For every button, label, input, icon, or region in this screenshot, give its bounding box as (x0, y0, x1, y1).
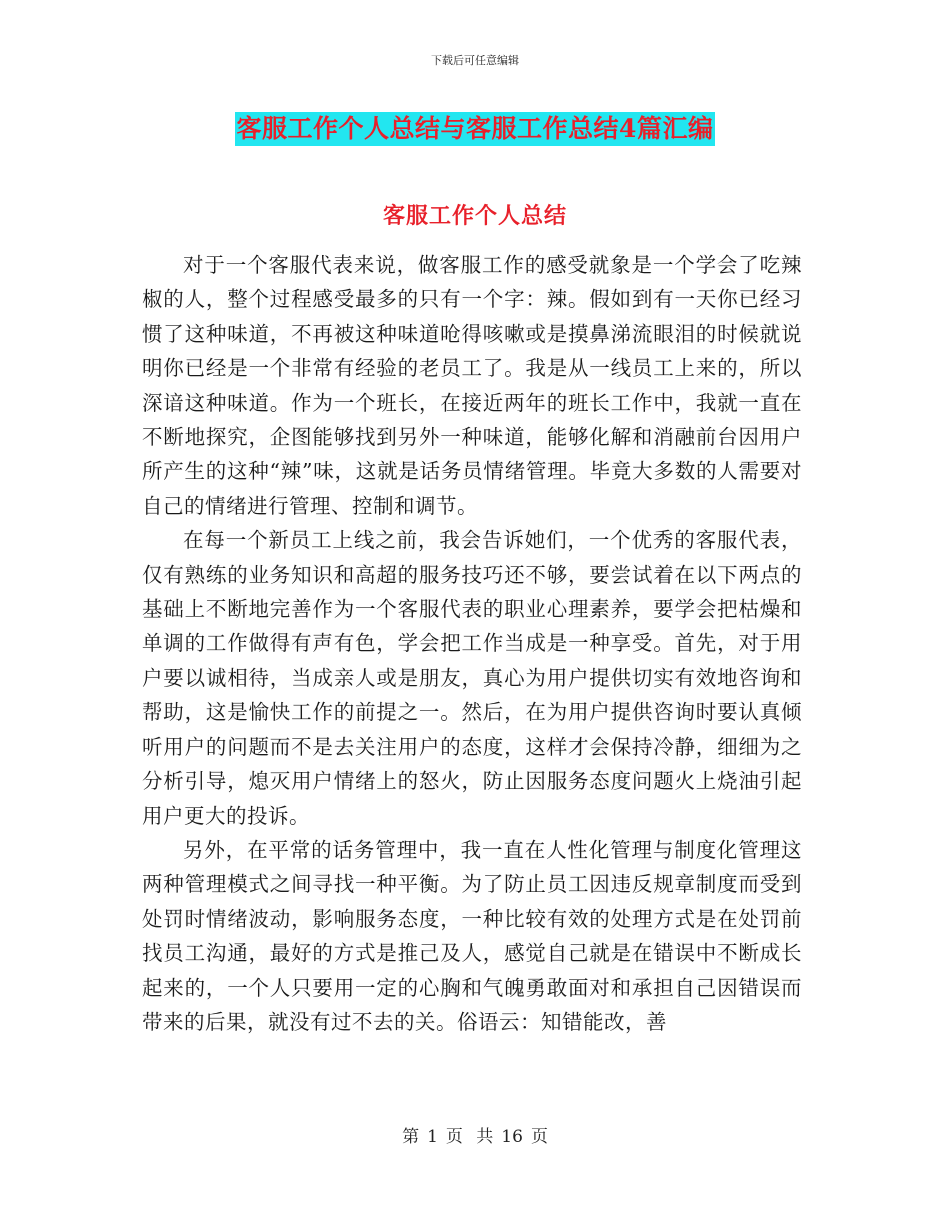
page-label-middle: 页 共 (445, 1127, 494, 1147)
document-title: 客服工作个人总结与客服工作总结4篇汇编 (235, 112, 716, 146)
document-body (142, 248, 802, 1039)
page-footer (0, 1126, 950, 1148)
body-paragraph: 另外，在平常的话务管理中，我一直在人性化管理与制度化管理这两种管理模式之间寻找一种平衡。为了防止员工因违反规章制度而受到处罚时情绪波动，影响服务态度，一种比较有效的处理方式是在处罚前找员工沟通，最好的方式是推己及人，感觉自己就是在错误中不断成长起来的，一个人只要用一定的心胸和气魄勇敢面对和承担自己因错误而带来的后果，就没有过不去的关。俗语云：知错能改，善 (142, 837, 802, 1034)
body-paragraph: 在每一个新员工上线之前，我会告诉她们，一个优秀的客服代表，仅有熟练的业务知识和高超的服务技巧还不够，要尝试着在以下两点的基础上不断地完善作为一个客服代表的职业心理素养，要学会把枯燥和单调的工作做得有声有色，学会把工作当成是一种享受。首先，对于用户要以诚相待，当成亲人或是朋友，真心为用户提供切实有效地咨询和帮助，这是愉快工作的前提之一。然后，在为用户提供咨询时要认真倾听用户的问题而不是去关注用户的态度，这样才会保持冷静，细细为之分析引导，熄灭用户情绪上的怒火，防止因服务态度问题火上烧油引起用户更大的投诉。 (142, 528, 802, 828)
document-title-container (0, 112, 950, 146)
page-total: 16 (501, 1127, 523, 1147)
section-title: 客服工作个人总结 (382, 203, 567, 229)
page-current: 1 (427, 1127, 438, 1147)
page-label-prefix: 第 (402, 1127, 420, 1147)
page-label-suffix: 页 (530, 1127, 548, 1147)
page-header-note: 下载后可任意编辑 (431, 54, 519, 67)
body-paragraph: 对于一个客服代表来说，做客服工作的感受就象是一个学会了吃辣椒的人，整个过程感受最多的只有一个字：辣。假如到有一天你已经习惯了这种味道，不再被这种味道呛得咳嗽或是摸鼻涕流眼泪的时候就说明你已经是一个非常有经验的老员工了。我是从一线员工上来的，所以深谙这种味道。作为一个班长，在接近两年的班长工作中，我就一直在不断地探究，企图能够找到另外一种味道，能够化解和消融前台因用户所产生的这种“辣”味，这就是话务员情绪管理。毕竟大多数的人需要对自己的情绪进行管理、控制和调节。 (142, 253, 802, 518)
